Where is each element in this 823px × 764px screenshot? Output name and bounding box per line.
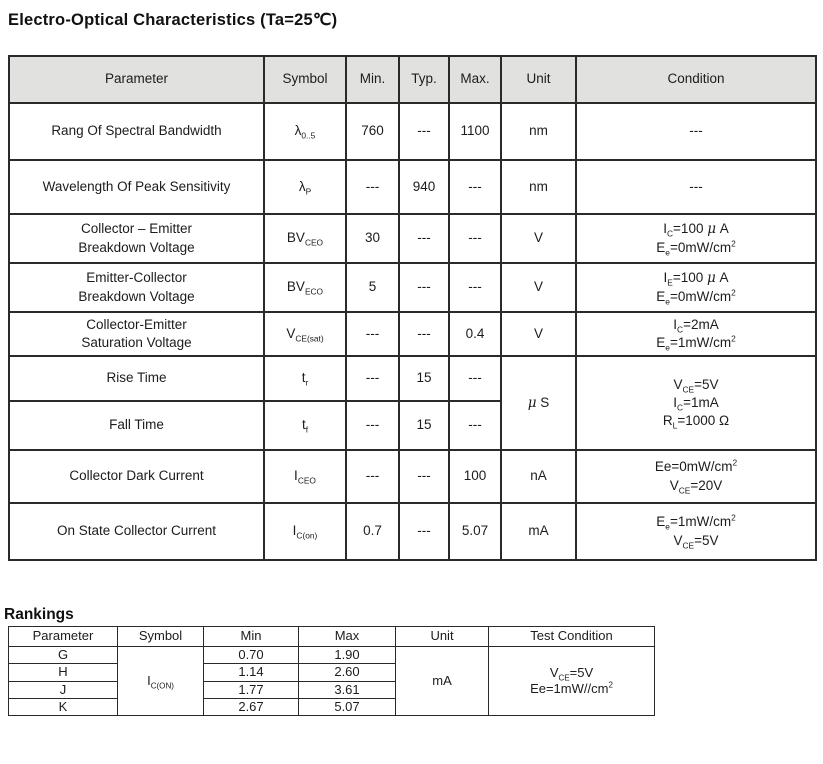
cell-min: --- xyxy=(346,312,399,356)
cell-min: 1.77 xyxy=(204,681,299,698)
cell-typ: --- xyxy=(399,214,449,263)
cell-max: --- xyxy=(449,263,501,312)
cell-symbol: $t_r$ xyxy=(264,356,346,401)
cell-min: 2.67 xyxy=(204,698,299,715)
row-peak-sensitivity xyxy=(9,160,816,214)
row-dark-current xyxy=(9,450,816,503)
row-spectral-bandwidth xyxy=(9,103,816,160)
cell-symbol: $\lambda_{0..5}$ xyxy=(264,103,346,160)
cell-symbol: $BV_{CEO}$ xyxy=(264,214,346,263)
header-symbol: Symbol xyxy=(118,627,204,647)
cell-symbol: $t_f$ xyxy=(264,401,346,450)
cell-condition: $I_C=100$ μ A $E_e=0mW/cm^2$ xyxy=(576,214,816,263)
header-max: Max. xyxy=(449,56,501,103)
cell-unit: V xyxy=(501,214,576,263)
header-unit: Unit xyxy=(501,56,576,103)
header-unit: Unit xyxy=(396,627,489,647)
cell-unit-rise-fall: μ S xyxy=(501,356,576,450)
cell-max: --- xyxy=(449,401,501,450)
cell-parameter: J xyxy=(9,681,118,698)
header-parameter: Parameter xyxy=(9,56,264,103)
cell-condition: $E_e=1mW/cm^2$ $V_{CE}=5V$ xyxy=(576,503,816,560)
cell-condition: $I_E=100$ μ A $E_e=0mW/cm^2$ xyxy=(576,263,816,312)
cell-parameter: Wavelength Of Peak Sensitivity xyxy=(9,160,264,214)
row-rise-time xyxy=(9,356,816,401)
cell-parameter: Rang Of Spectral Bandwidth xyxy=(9,103,264,160)
cell-max: --- xyxy=(449,160,501,214)
cell-max: 5.07 xyxy=(449,503,501,560)
cell-typ: --- xyxy=(399,450,449,503)
cell-parameter: Rise Time xyxy=(9,356,264,401)
cell-max: 100 xyxy=(449,450,501,503)
cell-typ: --- xyxy=(399,263,449,312)
cell-parameter: Collector – Emitter Breakdown Voltage xyxy=(9,214,264,263)
rank-row-g xyxy=(9,647,655,664)
header-max: Max xyxy=(299,627,396,647)
cell-unit: mA xyxy=(501,503,576,560)
cell-typ: --- xyxy=(399,103,449,160)
page-title: Electro-Optical Characteristics (Ta=25℃) xyxy=(8,11,338,29)
row-saturation-voltage xyxy=(9,312,816,356)
header-parameter: Parameter xyxy=(9,627,118,647)
cell-parameter: H xyxy=(9,664,118,681)
cell-min: --- xyxy=(346,401,399,450)
cell-min: 0.70 xyxy=(204,647,299,664)
rankings-title: Rankings xyxy=(4,606,74,623)
cell-unit: nm xyxy=(501,103,576,160)
cell-max: 5.07 xyxy=(299,698,396,715)
cell-max: 3.61 xyxy=(299,681,396,698)
cell-condition: $Ee=0mW/cm^2$ $V_{CE}=20V$ xyxy=(576,450,816,503)
cell-typ: 940 xyxy=(399,160,449,214)
header-typ: Typ. xyxy=(399,56,449,103)
cell-max: 0.4 xyxy=(449,312,501,356)
cell-max: 1.90 xyxy=(299,647,396,664)
cell-parameter: K xyxy=(9,698,118,715)
cell-min: 0.7 xyxy=(346,503,399,560)
cell-condition: --- xyxy=(576,103,816,160)
rankings-table xyxy=(8,626,655,716)
cell-condition: $I_C=2mA$ $E_e=1mW/cm^2$ xyxy=(576,312,816,356)
cell-parameter: G xyxy=(9,647,118,664)
row-ce-breakdown-voltage xyxy=(9,214,816,263)
cell-typ: 15 xyxy=(399,356,449,401)
row-on-state-current xyxy=(9,503,816,560)
cell-symbol: $I_{C(on)}$ xyxy=(264,503,346,560)
header-test-condition: Test Condition xyxy=(489,627,655,647)
cell-typ: --- xyxy=(399,312,449,356)
cell-unit: nm xyxy=(501,160,576,214)
cell-condition: --- xyxy=(576,160,816,214)
eo-header-row xyxy=(9,56,816,103)
cell-symbol: $BV_{ECO}$ xyxy=(264,263,346,312)
header-min: Min xyxy=(204,627,299,647)
cell-typ: --- xyxy=(399,503,449,560)
cell-min: 760 xyxy=(346,103,399,160)
cell-symbol: $\lambda_P$ xyxy=(264,160,346,214)
cell-parameter: On State Collector Current xyxy=(9,503,264,560)
cell-min: 5 xyxy=(346,263,399,312)
cell-min: --- xyxy=(346,356,399,401)
cell-typ: 15 xyxy=(399,401,449,450)
row-ec-breakdown-voltage xyxy=(9,263,816,312)
cell-unit: V xyxy=(501,312,576,356)
cell-min: --- xyxy=(346,160,399,214)
cell-unit-merged: mA xyxy=(396,647,489,716)
cell-max: --- xyxy=(449,356,501,401)
cell-symbol: $V_{CE(sat)}$ xyxy=(264,312,346,356)
cell-max: 1100 xyxy=(449,103,501,160)
cell-min: --- xyxy=(346,450,399,503)
cell-max: 2.60 xyxy=(299,664,396,681)
header-symbol: Symbol xyxy=(264,56,346,103)
cell-test-condition-merged: $V_{CE}=5V$ $Ee=1mW//cm^2$ xyxy=(489,647,655,716)
cell-symbol: $I_{CEO}$ xyxy=(264,450,346,503)
cell-parameter: Emitter-Collector Breakdown Voltage xyxy=(9,263,264,312)
cell-max: --- xyxy=(449,214,501,263)
cell-parameter: Collector Dark Current xyxy=(9,450,264,503)
cell-min: 1.14 xyxy=(204,664,299,681)
cell-parameter: Fall Time xyxy=(9,401,264,450)
header-condition: Condition xyxy=(576,56,816,103)
cell-condition-rise-fall: $V_{CE}=5V$ $I_C=1mA$ $R_L=1000$ Ω xyxy=(576,356,816,450)
cell-symbol-merged: $I_{C(ON)}$ xyxy=(118,647,204,716)
cell-min: 30 xyxy=(346,214,399,263)
header-min: Min. xyxy=(346,56,399,103)
eo-characteristics-table xyxy=(8,55,817,561)
cell-unit: V xyxy=(501,263,576,312)
rankings-header-row xyxy=(9,627,655,647)
cell-unit: nA xyxy=(501,450,576,503)
cell-parameter: Collector-Emitter Saturation Voltage xyxy=(9,312,264,356)
